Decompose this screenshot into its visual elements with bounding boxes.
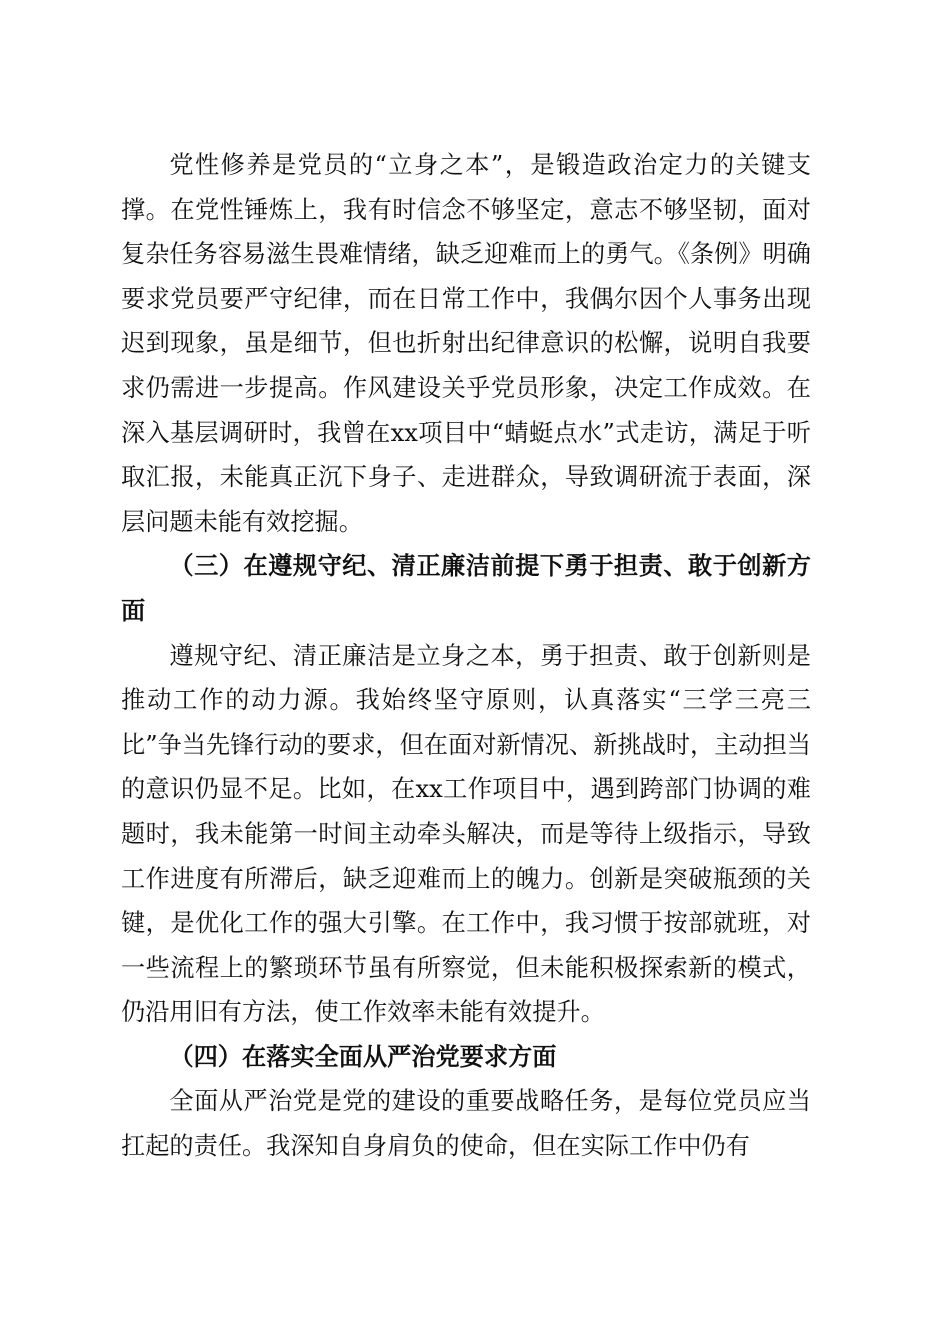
body-paragraph-responsibility: 遵规守纪、清正廉洁是立身之本，勇于担责、敢于创新则是推动工作的动力源。我始终坚守原则，认真落实“三学三亮三比”争当先锋行动的要求，但在面对新情况、新挑战时，主动担当的意识仍显不足。比如，在xx工作项目中，遇到跨部门协调的难题时，我未能第一时间主动牵头解决，而是等待上级指示，导致工作进度有所滞后，缺乏迎难而上的魄力。创新是突破瓶颈的关键，是优化工作的强大引擎。在工作中，我习惯于按部就班，对一些流程上的繁琐环节虽有所察觉，但未能积极探索新的模式，仍沿用旧有方法，使工作效率未能有效提升。 xyxy=(121,641,811,1027)
section-heading-4: （四）在落实全面从严治党要求方面 xyxy=(169,1042,557,1071)
section-heading-3: （三）在遵规守纪、清正廉洁前提下勇于担责、敢于创新方面 xyxy=(121,552,811,625)
body-paragraph-party-spirit: 党性修养是党员的“立身之本”，是锻造政治定力的关键支撑。在党性锤炼上，我有时信念不够坚定，意志不够坚韧，面对复杂任务容易滋生畏难情绪，缺乏迎难而上的勇气。《条例》明确要求党员要严守纪律，而在日常工作中，我偶尔因个人事务出现迟到现象，虽是细节，但也折射出纪律意识的松懈，说明自我要求仍需进一步提高。作风建设关乎党员形象，决定工作成效。在深入基层调研时，我曾在xx项目中“蜻蜓点水”式走访，满足于听取汇报，未能真正沉下身子、走进群众，导致调研流于表面，深层问题未能有效挖掘。 xyxy=(121,151,811,536)
document-page xyxy=(121,143,811,1169)
body-paragraph-strict-governance: 全面从严治党是党的建设的重要战略任务，是每位党员应当扛起的责任。我深知自身肩负的使命，但在实际工作中仍有 xyxy=(121,1087,811,1161)
